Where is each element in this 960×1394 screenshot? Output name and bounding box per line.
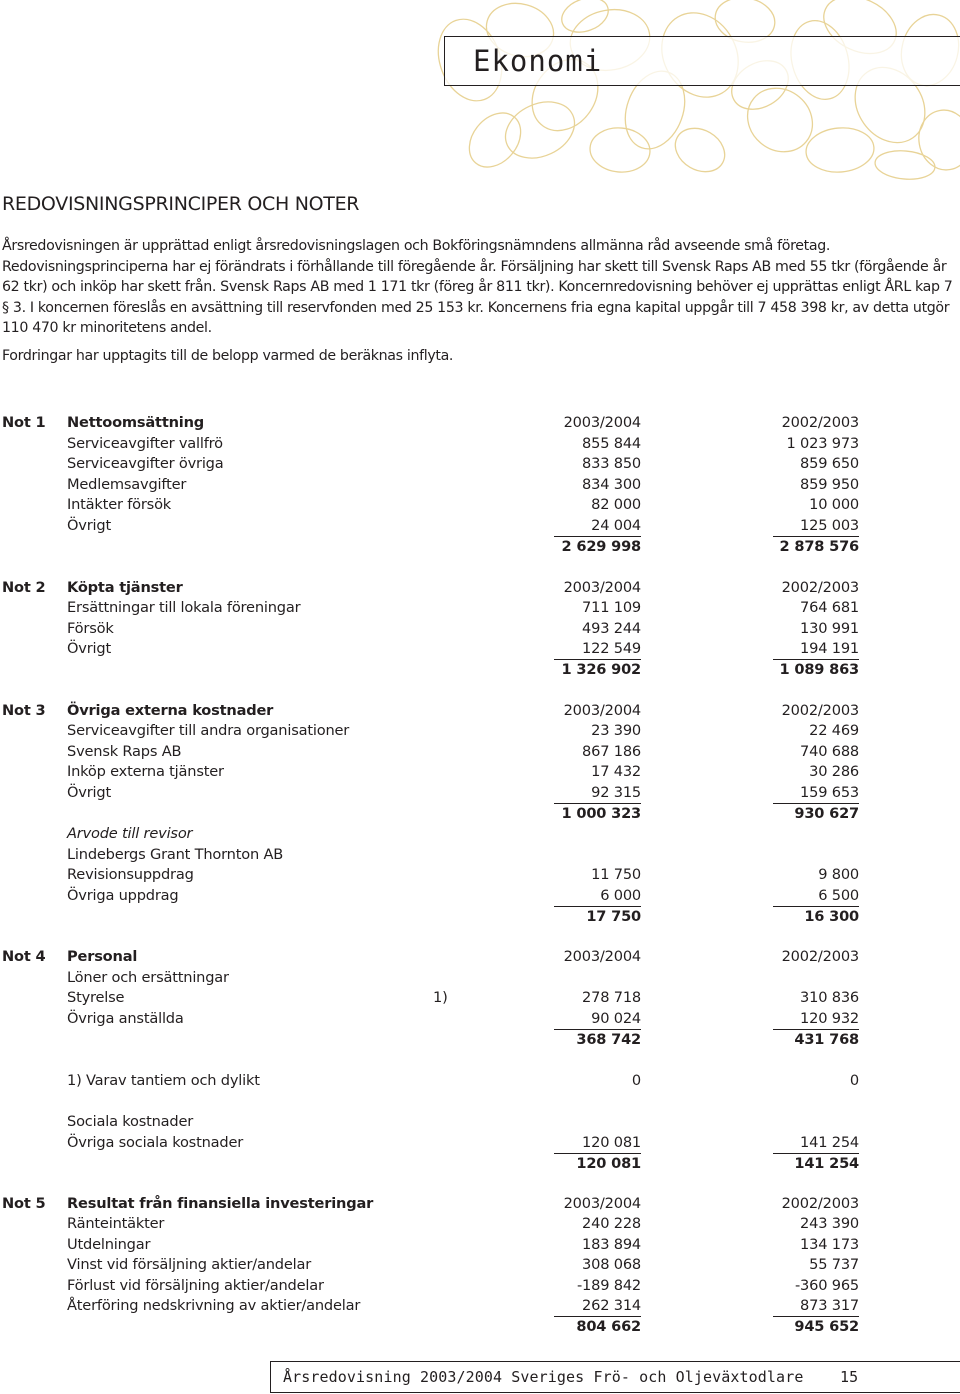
auditor-fee-heading: Arvode till revisor xyxy=(67,825,193,842)
row-label: Övriga sociala kostnader xyxy=(67,1134,244,1151)
value-previous: -360 965 xyxy=(794,1277,859,1294)
total-current: 1 326 902 xyxy=(561,661,641,678)
column-year-current: 2003/2004 xyxy=(563,702,641,719)
row-label: Medlemsavgifter xyxy=(67,476,187,493)
note-number: Not 4 xyxy=(2,948,46,965)
value-current: 0 xyxy=(631,1072,641,1089)
column-year-current: 2003/2004 xyxy=(563,579,641,596)
value-current: 24 004 xyxy=(591,517,641,534)
row-label: Intäkter försök xyxy=(67,496,172,513)
total-current: 804 662 xyxy=(576,1318,641,1335)
section-heading: REDOVISNINGSPRINCIPER OCH NOTER xyxy=(2,193,360,215)
table-row xyxy=(0,988,960,1008)
intro-text xyxy=(2,236,957,367)
table-row xyxy=(0,639,960,659)
value-previous: 859 950 xyxy=(800,476,859,493)
value-current: 122 549 xyxy=(582,640,641,657)
note-number: Not 3 xyxy=(2,702,46,719)
table-row xyxy=(0,1133,960,1153)
total-row xyxy=(0,804,960,824)
total-previous: 2 878 576 xyxy=(779,538,859,555)
table-row xyxy=(0,742,960,762)
table-row xyxy=(0,1296,960,1316)
footer-report-title: Årsredovisning 2003/2004 Sveriges Frö- och Oljeväxtodlare xyxy=(283,1368,804,1386)
table-row xyxy=(0,516,960,536)
total-previous: 141 254 xyxy=(794,1155,859,1172)
table-row xyxy=(0,1276,960,1296)
subheading-row xyxy=(0,824,960,844)
value-previous: 30 286 xyxy=(809,763,859,780)
table-row xyxy=(0,495,960,515)
column-year-previous: 2002/2003 xyxy=(781,579,859,596)
page-title-box xyxy=(444,36,960,86)
value-previous: 120 932 xyxy=(800,1010,859,1027)
value-current: 240 228 xyxy=(582,1215,641,1232)
row-label: Försök xyxy=(67,620,114,637)
note-number: Not 5 xyxy=(2,1195,46,1212)
note-2-header xyxy=(0,578,960,598)
total-previous: 945 652 xyxy=(794,1318,859,1335)
value-previous: 740 688 xyxy=(800,743,859,760)
table-row xyxy=(0,475,960,495)
value-current: 17 432 xyxy=(591,763,641,780)
row-label: Övrigt xyxy=(67,640,111,657)
decorative-loops-graphic xyxy=(0,0,960,180)
column-year-previous: 2002/2003 xyxy=(781,414,859,431)
value-previous: 859 650 xyxy=(800,455,859,472)
note-title: Köpta tjänster xyxy=(67,579,183,596)
column-year-previous: 2002/2003 xyxy=(781,702,859,719)
subheading-row xyxy=(0,968,960,988)
note-number: Not 1 xyxy=(2,414,46,431)
table-row xyxy=(0,434,960,454)
page-footer xyxy=(270,1361,960,1393)
row-label: Ränteintäkter xyxy=(67,1215,165,1232)
note-title: Nettoomsättning xyxy=(67,414,205,431)
value-current: 278 718 xyxy=(582,989,641,1006)
column-year-current: 2003/2004 xyxy=(563,414,641,431)
table-row xyxy=(0,865,960,885)
value-current: 867 186 xyxy=(582,743,641,760)
value-previous: 310 836 xyxy=(800,989,859,1006)
auditor-name: Lindebergs Grant Thornton AB xyxy=(67,846,284,863)
value-previous: 243 390 xyxy=(800,1215,859,1232)
subheading-row xyxy=(0,845,960,865)
value-current: -189 842 xyxy=(576,1277,641,1294)
social-costs-heading: Sociala kostnader xyxy=(67,1113,194,1130)
table-row xyxy=(0,454,960,474)
row-label: Svensk Raps AB xyxy=(67,743,182,760)
row-label: Ersättningar till lokala föreningar xyxy=(67,599,301,616)
value-current: 90 024 xyxy=(591,1010,641,1027)
table-row xyxy=(0,783,960,803)
footer-text xyxy=(283,1368,858,1386)
value-current: 120 081 xyxy=(582,1134,641,1151)
note-number: Not 2 xyxy=(2,579,46,596)
total-current: 1 000 323 xyxy=(561,805,641,822)
table-row xyxy=(0,721,960,741)
row-label: Vinst vid försäljning aktier/andelar xyxy=(67,1256,312,1273)
page-title: Ekonomi xyxy=(473,44,603,78)
value-previous: 6 500 xyxy=(818,887,859,904)
intro-paragraph-1: Årsredovisningen är upprättad enligt årsredovisningslagen och Bokföringsnämndens allmänna råd avseende små företag. Redovisningsprinciperna har ej förändrats i förhållande till föregående år. Försäljning har skett till Svensk Raps AB med 55 tkr (förgående år 62 tkr) och inköp har skett från. Svensk Raps AB med 1 171 tkr (föreg år 811 tkr). Koncernredovisning behöver ej upprättas enligt ÅRL kap 7 § 3. I koncernen föreslås en avsättning till reservfonden med 25 153 kr. Koncernens fria egna kapital uppgår till 7 458 398 kr, av detta utgör 110 470 kr minoritetens andel. xyxy=(2,238,953,337)
value-current: 23 390 xyxy=(591,722,641,739)
value-previous: 55 737 xyxy=(809,1256,859,1273)
total-previous: 16 300 xyxy=(804,908,859,925)
column-year-previous: 2002/2003 xyxy=(781,948,859,965)
total-row xyxy=(0,1030,960,1050)
value-previous: 130 991 xyxy=(800,620,859,637)
value-current: 308 068 xyxy=(582,1256,641,1273)
note-4-header xyxy=(0,947,960,967)
row-label: Utdelningar xyxy=(67,1236,151,1253)
row-label: Inköp externa tjänster xyxy=(67,763,224,780)
intro-paragraph-2: Fordringar har upptagits till de belopp varmed de beräknas inflyta. xyxy=(2,347,454,364)
value-previous: 0 xyxy=(849,1072,859,1089)
value-current: 833 850 xyxy=(582,455,641,472)
row-label: Övrigt xyxy=(67,517,111,534)
salaries-heading: Löner och ersättningar xyxy=(67,969,229,986)
total-row xyxy=(0,660,960,680)
value-current: 262 314 xyxy=(582,1297,641,1314)
value-current: 183 894 xyxy=(582,1236,641,1253)
value-current: 92 315 xyxy=(591,784,641,801)
value-current: 855 844 xyxy=(582,435,641,452)
value-previous: 22 469 xyxy=(809,722,859,739)
value-current: 834 300 xyxy=(582,476,641,493)
row-label: Revisionsuppdrag xyxy=(67,866,194,883)
value-current: 493 244 xyxy=(582,620,641,637)
value-previous: 764 681 xyxy=(800,599,859,616)
table-row xyxy=(0,1235,960,1255)
total-current: 368 742 xyxy=(576,1031,641,1048)
row-label: Övrigt xyxy=(67,784,111,801)
total-previous: 1 089 863 xyxy=(779,661,859,678)
table-row xyxy=(0,1255,960,1275)
row-label: Återföring nedskrivning av aktier/andelar xyxy=(67,1297,361,1314)
column-year-current: 2003/2004 xyxy=(563,1195,641,1212)
total-current: 120 081 xyxy=(576,1155,641,1172)
page-number: 15 xyxy=(839,1368,859,1386)
footnote-ref: 1) xyxy=(433,989,448,1006)
total-previous: 431 768 xyxy=(794,1031,859,1048)
table-row xyxy=(0,1214,960,1234)
footnote-label: 1) Varav tantiem och dylikt xyxy=(67,1072,260,1089)
table-row xyxy=(0,1009,960,1029)
value-previous: 1 023 973 xyxy=(786,435,859,452)
value-current: 6 000 xyxy=(600,887,641,904)
row-label: Styrelse xyxy=(67,989,125,1006)
total-current: 2 629 998 xyxy=(561,538,641,555)
note-title: Personal xyxy=(67,948,138,965)
total-row xyxy=(0,537,960,557)
footnote-row xyxy=(0,1071,960,1091)
note-1-header xyxy=(0,413,960,433)
note-5-header xyxy=(0,1194,960,1214)
note-3-header xyxy=(0,701,960,721)
value-previous: 873 317 xyxy=(800,1297,859,1314)
column-year-previous: 2002/2003 xyxy=(781,1195,859,1212)
total-row xyxy=(0,1317,960,1337)
value-current: 82 000 xyxy=(591,496,641,513)
row-label: Serviceavgifter till andra organisationer xyxy=(67,722,350,739)
table-row xyxy=(0,619,960,639)
row-label: Serviceavgifter övriga xyxy=(67,455,224,472)
value-current: 11 750 xyxy=(591,866,641,883)
row-label: Övriga uppdrag xyxy=(67,887,179,904)
total-row xyxy=(0,1154,960,1174)
value-previous: 194 191 xyxy=(800,640,859,657)
value-previous: 134 173 xyxy=(800,1236,859,1253)
row-label: Övriga anställda xyxy=(67,1010,184,1027)
value-previous: 125 003 xyxy=(800,517,859,534)
note-title: Övriga externa kostnader xyxy=(67,702,274,719)
value-previous: 9 800 xyxy=(818,866,859,883)
subheading-row xyxy=(0,1112,960,1132)
total-current: 17 750 xyxy=(586,908,641,925)
value-current: 711 109 xyxy=(582,599,641,616)
table-row xyxy=(0,886,960,906)
table-row xyxy=(0,598,960,618)
value-previous: 10 000 xyxy=(809,496,859,513)
value-previous: 159 653 xyxy=(800,784,859,801)
note-title: Resultat från finansiella investeringar xyxy=(67,1195,374,1212)
table-row xyxy=(0,762,960,782)
row-label: Förlust vid försäljning aktier/andelar xyxy=(67,1277,324,1294)
total-row xyxy=(0,907,960,927)
column-year-current: 2003/2004 xyxy=(563,948,641,965)
total-previous: 930 627 xyxy=(794,805,859,822)
row-label: Serviceavgifter vallfrö xyxy=(67,435,223,452)
value-previous: 141 254 xyxy=(800,1134,859,1151)
